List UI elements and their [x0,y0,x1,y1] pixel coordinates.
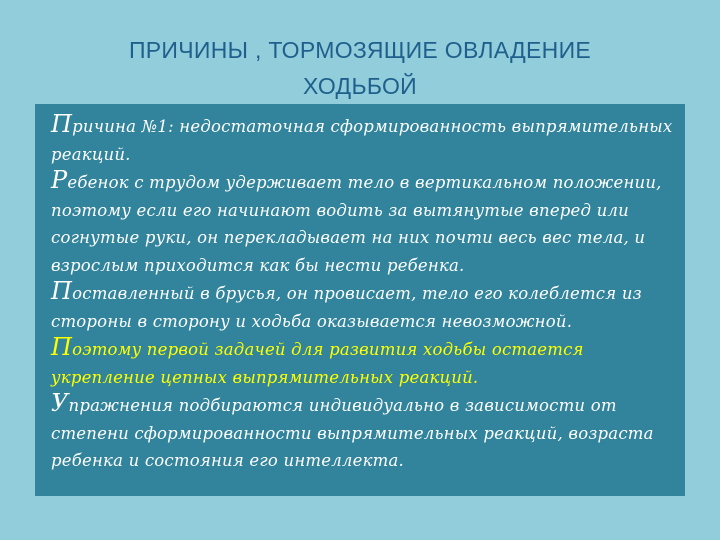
content-box [35,104,685,496]
paragraph-first-task [51,335,673,391]
paragraph-text: пражнения подбираются индивидуально в зависимости от степени сформированности выпрямительных реакций, возраста ребенка и состояния его интеллекта. [51,396,654,470]
paragraph-initial: П [51,110,73,138]
paragraph-exercises [51,391,673,475]
slide-title-line-1: ПРИЧИНЫ , ТОРМОЗЯЩИЕ ОВЛАДЕНИЕ [128,37,592,63]
paragraph-child-difficulty [51,168,673,279]
paragraph-text: оэтому первой задачей для развития ходьбы остается укрепление цепных выпрямительных реакций. [51,340,584,387]
paragraph-initial: Р [51,166,68,194]
paragraph-text: оставленный в брусья, он провисает, тело его колеблется из стороны в сторону и ходьба оказывается невозможной. [51,284,642,331]
paragraph-reason-1 [51,112,673,168]
paragraph-initial: У [51,389,69,417]
paragraph-parallel-bars [51,279,673,335]
paragraph-initial: П [51,333,73,361]
slide-title-line-2: ХОДЬБОЙ [303,73,417,99]
paragraph-text: ебенок с трудом удерживает тело в вертикальном положении, поэтому если его начинают водить за вытянутые вперед или согнутые руки, он перекладывает на них почти весь вес тела, и взрослым приходится как бы нести ребенка. [51,173,662,275]
paragraph-text: ричина №1: недостаточная сформированность выпрямительных реакций. [51,117,673,164]
slide-title [40,32,680,104]
paragraph-initial: П [51,277,73,305]
